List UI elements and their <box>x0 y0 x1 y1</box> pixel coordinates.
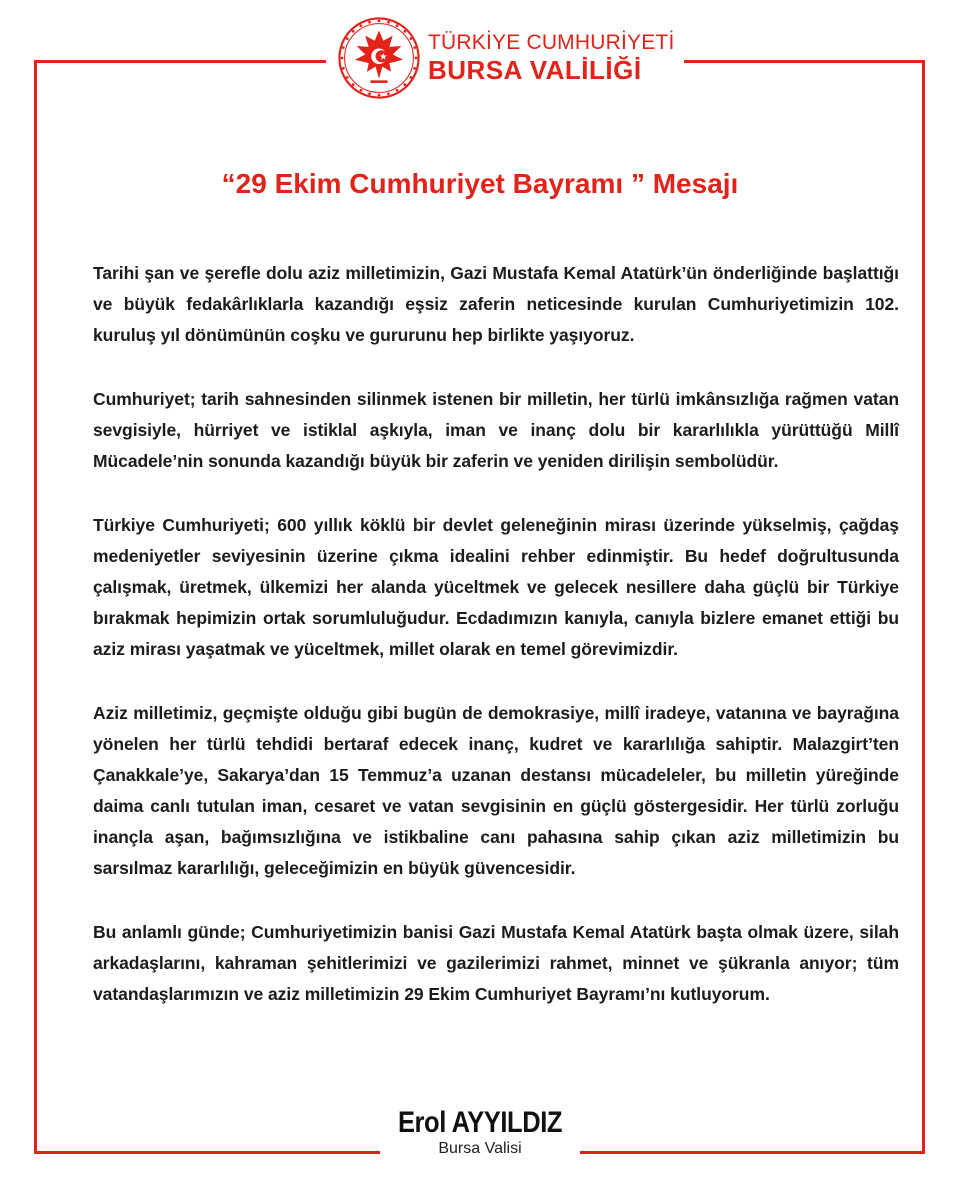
letterhead-text <box>428 32 674 84</box>
page-title: “29 Ekim Cumhuriyet Bayramı ” Mesajı <box>221 168 739 199</box>
governorship-emblem-icon <box>336 15 422 101</box>
paragraph-2: Cumhuriyet; tarih sahnesinden silinmek istenen bir milletin, her türlü imkânsızlığa rağmen vatan sevgisiyle, hürriyet ve istiklal aşkıyla, iman ve inanç dolu bir kararlılıkla yürüttüğü Millî Mücadele’nin sonunda kazandığı büyük bir zaferin ve yeniden dirilişin sembolüdür. <box>93 389 899 471</box>
paragraph-4: Aziz milletimiz, geçmişte olduğu gibi bugün de demokrasiye, millî iradeye, vatanına ve bayrağına yönelen her türlü tehdidi bertaraf edecek inanç, kudret ve kararlılığa sahiptir. Malazgirt’ten Çanakkale’ye, Sakarya’dan 15 Temmuz’a uzanan destansı mücadeleler, bu milletin yüreğinde daima canlı tutulan iman, cesaret ve vatan sevgisinin en güçlü göstergesidir. Her türlü zorluğu inançla aşan, bağımsızlığına ve istikbaline canı pahasına sahip çıkan aziz milletimizin bu sarsılmaz kararlılığı, geleceğimizin en büyük güvencesidir. <box>93 703 899 878</box>
signatory-title: Bursa Valisi <box>438 1140 522 1157</box>
paragraph-5: Bu anlamlı günde; Cumhuriyetimizin banisi Gazi Mustafa Kemal Atatürk başta olmak üzere, silah arkadaşlarını, kahraman şehitlerimizi ve gazilerimizi rahmet, minnet ve şükranla anıyor; tüm vatandaşlarımızın ve aziz milletimizin 29 Ekim Cumhuriyet Bayramı’nı kutluyorum. <box>93 922 899 1004</box>
paragraph-3: Türkiye Cumhuriyeti; 600 yıllık köklü bir devlet geleneğinin mirası üzerinde yükselmiş, çağdaş medeniyetler seviyesinin üzerine çıkma idealini rehber edinmiştir. Bu hedef doğrultusunda çalışmak, üretmek, ülkemizi her alanda yüceltmek ve gelecek nesillere daha güçlü bir Türkiye bırakmak hepimizin ortak sorumluluğudur. Ecdadımızın kanıyla, canıyla bizlere emanet ettiği bu aziz mirası yaşatmak ve yüceltmek, millet olarak en temel görevimizdir. <box>93 515 899 659</box>
signatory-name: Erol AYYILDIZ <box>397 1106 563 1139</box>
message-body <box>93 258 899 1043</box>
letterhead <box>326 8 684 108</box>
paragraph-1: Tarihi şan ve şerefle dolu aziz milletimizin, Gazi Mustafa Kemal Atatürk’ün önderliğinde başlattığı ve büyük fedakârlıklarla kazandığı eşsiz zaferin neticesinde kurulan Cumhuriyetimizin 102. kuruluş yıl dönümünün coşku ve gururunu hep birlikte yaşıyoruz. <box>93 263 899 345</box>
header-office-name: BURSA VALİLİĞİ <box>428 54 642 85</box>
header-state-name: TÜRKİYE CUMHURİYETİ <box>428 30 675 54</box>
signature-block <box>380 1106 580 1176</box>
